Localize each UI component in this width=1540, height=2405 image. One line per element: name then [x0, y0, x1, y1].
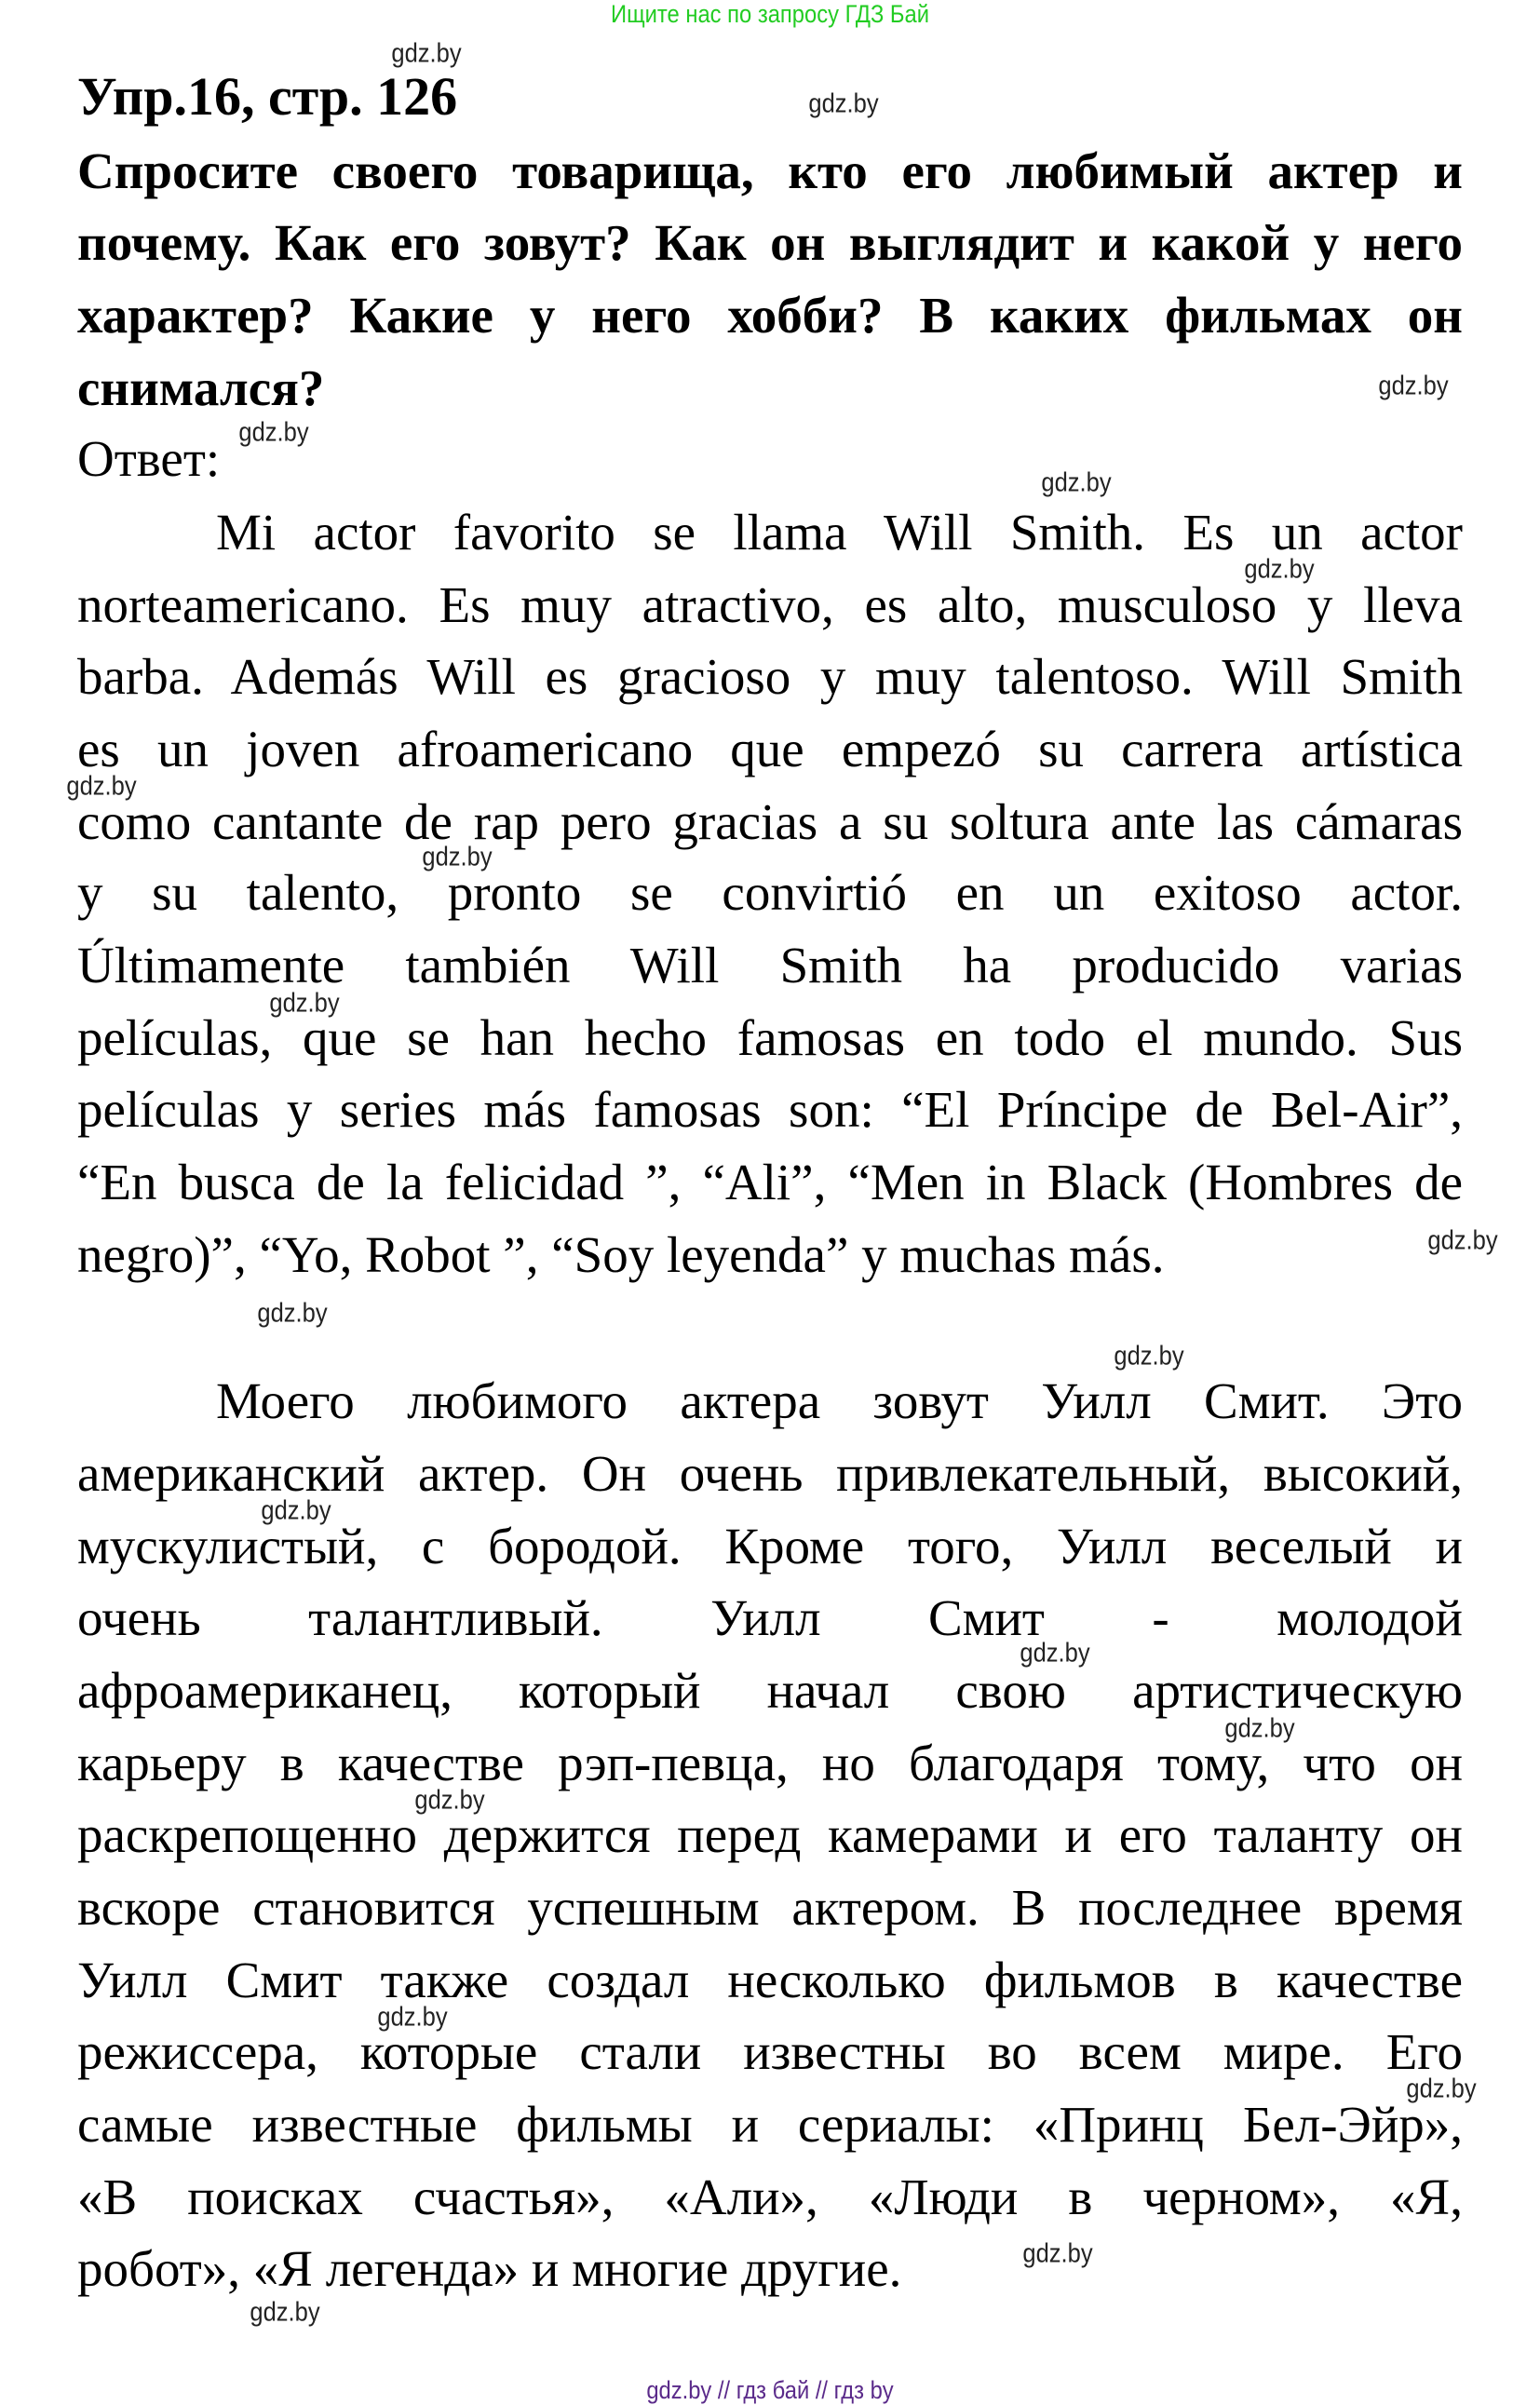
text-line: películas y series más famosas son: “El Príncipe de Bel-Air”,	[77, 1081, 1463, 1138]
text-line: y su talento, pronto se convirtió en un exitoso actor.	[77, 864, 1463, 921]
text-line: es un joven afroamericano que empezó su carrera artística	[77, 721, 1463, 777]
watermark: gdz.by	[257, 1298, 328, 1329]
text-line: робот», «Я легенда» и многие другие.	[77, 2240, 902, 2297]
text-line: очень талантливый. Уилл Смит - молодой	[77, 1589, 1463, 1646]
text-line: Моего любимого актера зовут Уилл Смит. Это	[216, 1372, 1463, 1429]
watermark: gdz.by	[422, 842, 493, 872]
watermark: gdz.by	[391, 38, 462, 69]
watermark: gdz.by	[808, 88, 879, 119]
text-line: карьеру в качестве рэп-певца, но благодаря тому, что он	[77, 1735, 1463, 1791]
watermark: gdz.by	[1244, 554, 1315, 585]
question-line: почему. Как его зовут? Как он выглядит и какой у него	[77, 214, 1463, 271]
watermark: gdz.by	[1020, 1638, 1090, 1669]
watermark: gdz.by	[1114, 1341, 1184, 1371]
text-line: «В поисках счастья», «Али», «Люди в черном», «Я,	[77, 2169, 1463, 2225]
text-line: американский актер. Он очень привлекательный, высокий,	[77, 1445, 1463, 1502]
watermark: gdz.by	[250, 2297, 320, 2328]
text-line: negro)”, “Yo, Robot ”, “Soy leyenda” y muchas más.	[77, 1226, 1165, 1283]
watermark: gdz.by	[414, 1785, 485, 1816]
text-line: раскрепощенно держится перед камерами и его таланту он	[77, 1806, 1463, 1863]
watermark: gdz.by	[1041, 467, 1112, 498]
exercise-title: Упр.16, стр. 126	[77, 66, 458, 127]
text-line: películas, que se han hecho famosas en todo el mundo. Sus	[77, 1009, 1463, 1066]
top-banner: Ищите нас по запросу ГДЗ Бай	[610, 0, 929, 28]
watermark: gdz.by	[261, 1495, 331, 1526]
footer-links: gdz.by // гдз бай // гдз by	[646, 2376, 894, 2404]
text-line: Últimamente también Will Smith ha producido varias	[77, 937, 1463, 993]
text-line: мускулистый, с бородой. Кроме того, Уилл веселый и	[77, 1518, 1463, 1574]
watermark: gdz.by	[1022, 2238, 1093, 2269]
text-line: barba. Además Will es gracioso y muy talentoso. Will Smith	[77, 648, 1463, 705]
watermark: gdz.by	[377, 2002, 448, 2033]
text-line: Mi actor favorito se llama Will Smith. Es un actor	[216, 504, 1463, 561]
watermark: gdz.by	[66, 771, 137, 802]
text-line: como cantante de rap pero gracias a su soltura ante las cámaras	[77, 793, 1463, 850]
text-line: norteamericano. Es muy atractivo, es alto, musculoso y lleva	[77, 576, 1463, 633]
watermark: gdz.by	[1406, 2074, 1477, 2104]
answer-label: Ответ:	[77, 430, 221, 487]
watermark: gdz.by	[269, 988, 340, 1019]
question-line: снимался?	[77, 359, 325, 416]
question-line: Спросите своего товарища, кто его любимый актер и	[77, 142, 1463, 199]
question-line: характер? Какие у него хобби? В каких фильмах он	[77, 287, 1463, 344]
text-line: афроамериканец, который начал свою артистическую	[77, 1662, 1463, 1719]
watermark: gdz.by	[1378, 371, 1449, 401]
watermark: gdz.by	[1427, 1225, 1498, 1256]
text-line: “En busca de la felicidad ”, “Ali”, “Men in Black (Hombres de	[77, 1154, 1463, 1210]
text-line: Уилл Смит также создал несколько фильмов в качестве	[77, 1952, 1463, 2008]
text-line: режиссера, которые стали известны во всем мире. Его	[77, 2023, 1463, 2080]
text-line: вскоре становится успешным актером. В последнее время	[77, 1879, 1463, 1936]
text-line: самые известные фильмы и сериалы: «Принц Бел-Эйр»,	[77, 2096, 1463, 2153]
watermark: gdz.by	[238, 417, 309, 448]
watermark: gdz.by	[1224, 1713, 1295, 1744]
